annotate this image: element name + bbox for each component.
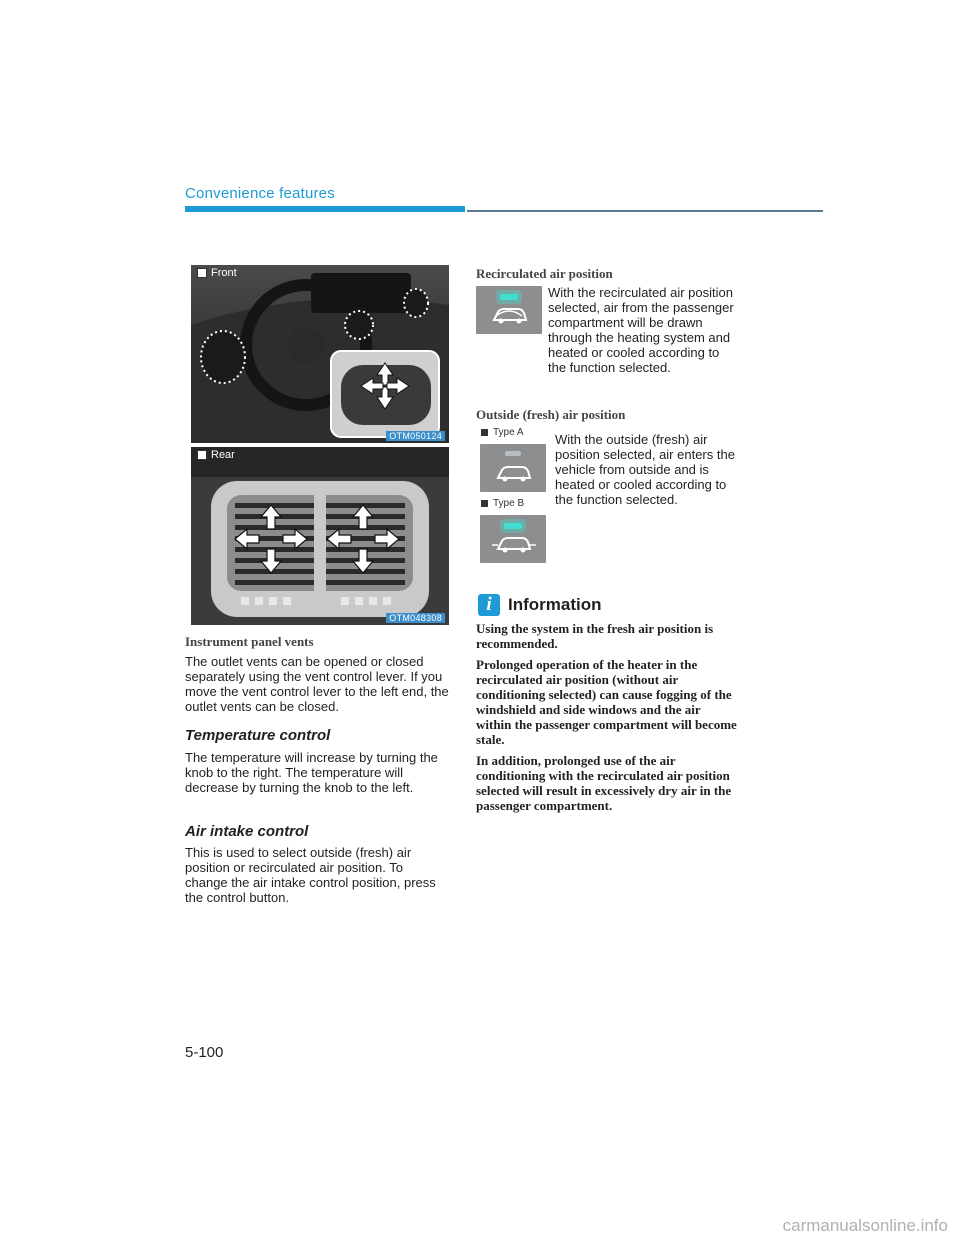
checkbox-square-icon [197,450,207,460]
rear-photo-label-text: Rear [211,449,235,461]
temperature-heading: Temperature control [185,727,331,744]
type-b-text: Type B [493,498,525,509]
fresh-air-car-icon [480,444,546,492]
type-b-button-image [480,515,546,563]
fresh-air-car-icon [480,515,546,563]
information-body [476,621,738,819]
recirculated-text: With the recirculated air position selected, air from the passenger compartment will be drawn through the heating system and heated or cooled according to the function selected. [548,285,734,375]
section-title: Convenience features [185,185,335,202]
instrument-vents-text: The outlet vents can be opened or closed separately using the vent control lever. If you move the vent control lever to the left end, the outlet vents can be closed. [185,654,449,714]
rear-vent-illustration [191,447,449,625]
front-photo-label [197,267,237,279]
front-vents-photo [191,265,449,443]
outside-text: With the outside (fresh) air position selected, air enters the vehicle from outside and is heated or cooled according to the function selected. [555,432,735,507]
instrument-vents-heading: Instrument panel vents [185,634,314,649]
type-b-label [481,498,524,509]
front-photo-label-text: Front [211,267,237,279]
rear-photo-code: OTM048308 [386,613,445,623]
front-photo-code: OTM050124 [386,431,445,441]
recirculated-button-image [476,286,542,334]
rear-vents-photo [191,447,449,625]
square-bullet-icon [481,429,488,436]
header-rule-gray [467,210,823,212]
rear-photo-label [197,449,235,461]
type-a-text: Type A [493,427,524,438]
page-number: 5-100 [185,1044,224,1061]
recirculate-car-icon [476,286,542,334]
square-bullet-icon [481,500,488,507]
info-icon: i [478,594,500,616]
type-a-label [481,427,524,438]
front-dashboard-illustration [191,265,449,443]
information-paragraph: In addition, prolonged use of the air conditioning with the recirculated air position selected will result in excessively dry air in the passenger compartment. [476,753,732,813]
watermark: carmanualsonline.info [782,1216,948,1235]
information-title: Information [508,595,602,614]
air-intake-text: This is used to select outside (fresh) air position or recirculated air position. To change the air intake control position, press the control button. [185,845,436,905]
information-paragraph: Prolonged operation of the heater in the recirculated air position (without air conditioning selected) can cause fogging of the windshield and side windows and the air within the passenger compartment will become stale. [476,657,737,747]
outside-heading: Outside (fresh) air position [476,407,626,422]
information-paragraph: Using the system in the fresh air position is recommended. [476,621,714,651]
header-rule-blue [185,206,465,212]
recirculated-heading: Recirculated air position [476,266,613,281]
information-header [478,594,602,616]
checkbox-square-icon [197,268,207,278]
air-intake-heading: Air intake control [185,823,309,840]
temperature-text: The temperature will increase by turning the knob to the right. The temperature will decrease by turning the knob to the left. [185,750,438,795]
type-a-button-image [480,444,546,492]
